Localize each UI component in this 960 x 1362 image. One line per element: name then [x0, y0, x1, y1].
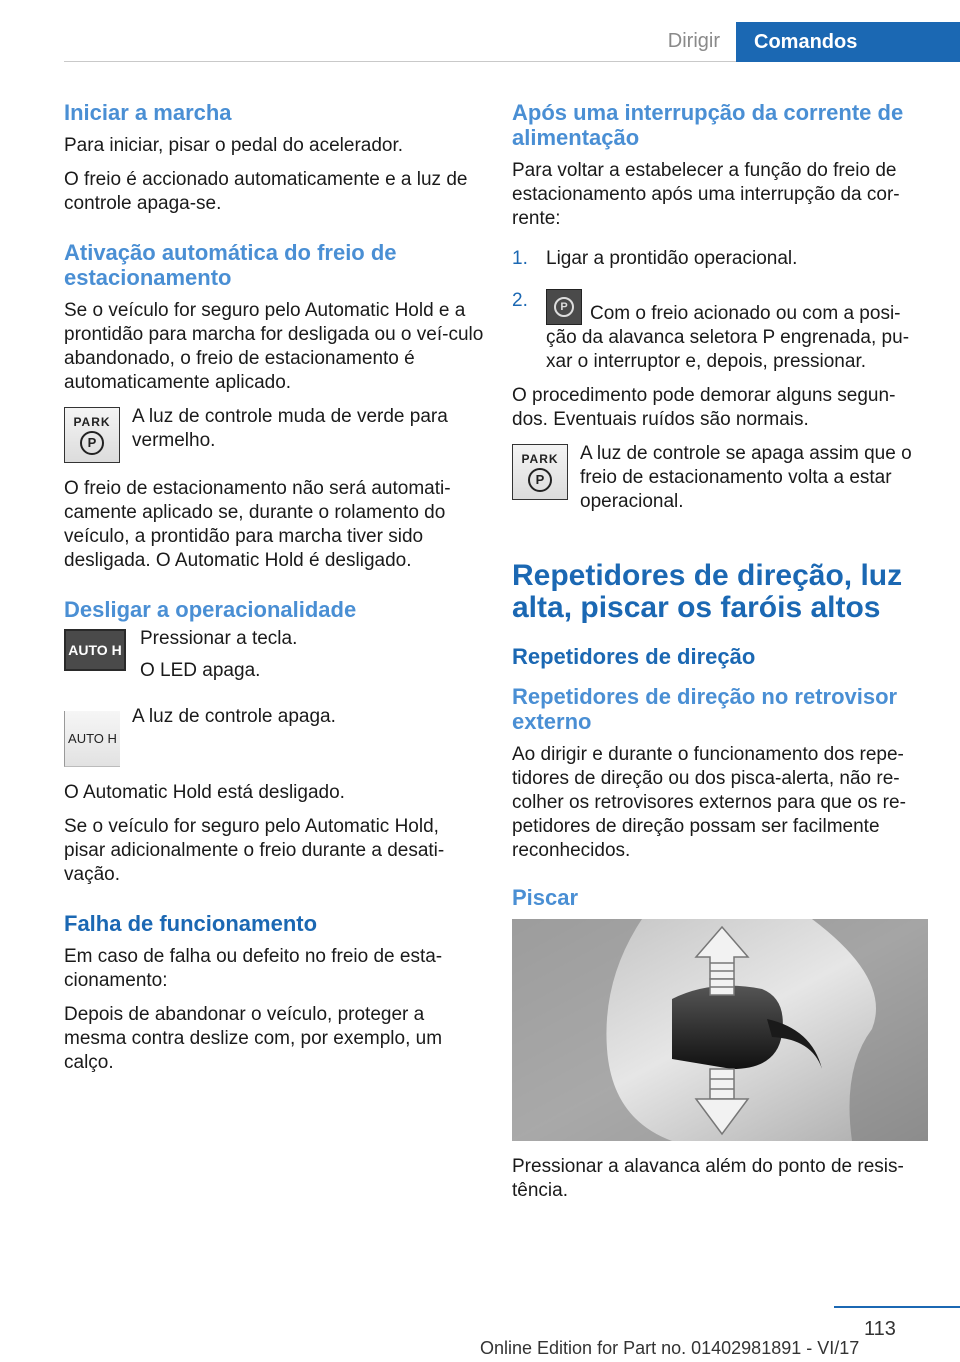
button-note	[64, 627, 484, 691]
indicator-text: A luz de controle se apaga assim que o freio de estacionamento volta a estar operacional.	[580, 443, 912, 512]
page-number: 113	[864, 1318, 896, 1340]
park-brake-indicator-icon: PARK P	[512, 444, 568, 500]
paragraph: Em caso de falha ou defeito no freio de esta‐cionamento:	[64, 946, 443, 991]
step-text: Pressionar a tecla.	[140, 628, 298, 649]
heading-desligar: Desligar a operacionalidade	[64, 597, 357, 622]
left-column	[64, 100, 484, 1085]
indicator-text: A luz de controle apaga.	[132, 706, 336, 727]
list-item: 1. Ligar a prontidão operacional.	[512, 248, 798, 269]
paragraph: Para voltar a estabelecer a função do freio de estacionamento após uma interrupção da cor‐rente:	[512, 160, 900, 229]
paragraph: Depois de abandonar o veículo, proteger a mesma contra deslize com, por exemplo, um calço.	[64, 1004, 443, 1073]
section-label: Dirigir	[667, 30, 720, 52]
turn-signal-lever-illustration	[512, 919, 928, 1141]
auto-h-indicator-icon: AUTO H	[64, 711, 120, 767]
steps-list	[512, 247, 928, 374]
heading-ativacao-automatica: Ativação automática do freio de estacionamento	[64, 240, 397, 290]
paragraph: O freio de estacionamento não será automati‐camente aplicado se, durante o rolamento do veículo, a prontidão para marcha tiver sido desligada. O Automatic Hold é desligado.	[64, 478, 451, 571]
paragraph: Se o veículo for seguro pelo Automatic Hold, pisar adicionalmente o freio durante a desati‐vação.	[64, 816, 445, 885]
heading-interrupcao-corrente: Após uma interrupção da corrente de alimentação	[512, 100, 904, 150]
auto-h-button-icon: AUTO H	[64, 629, 126, 671]
right-column	[512, 100, 928, 1213]
paragraph: O procedimento pode demorar alguns segun‐dos. Eventuais ruídos são normais.	[512, 385, 896, 430]
paragraph: Se o veículo for seguro pelo Automatic Hold e a prontidão para marcha for desligada ou o veí‐culo abandonado, o freio de estacionamento é automaticamente aplicado.	[64, 300, 484, 393]
heading-iniciar-marcha: Iniciar a marcha	[64, 100, 232, 125]
indicator-note	[64, 405, 484, 463]
heading-repetidores: Repetidores de direção	[512, 644, 756, 669]
page-header	[0, 0, 960, 62]
edition-text: Online Edition for Part no. 01402981891 - VI/17	[480, 1338, 860, 1358]
indicator-note	[512, 442, 928, 514]
heading-repetidores-retrovisor: Repetidores de direção no retrovisor externo	[512, 684, 898, 734]
list-item: 2. P Com o freio acionado ou com a posi‐ção da alavanca seletora P engrenada, pu‐xar o interruptor e, depois, pressionar.	[512, 290, 910, 372]
heading-repetidores-luz-alta: Repetidores de direção, luz alta, piscar os faróis altos	[512, 559, 903, 624]
paragraph: O Automatic Hold está desligado.	[64, 782, 345, 803]
step-text: O LED apaga.	[140, 660, 261, 681]
heading-falha: Falha de funcionamento	[64, 911, 318, 936]
parking-brake-switch-icon: P	[546, 289, 582, 325]
paragraph: O freio é accionado automaticamente e a luz de controle apaga-se.	[64, 169, 468, 214]
park-brake-indicator-icon: PARK P	[64, 407, 120, 463]
chapter-tab: Comandos	[736, 22, 960, 62]
caption: Pressionar a alavanca além do ponto de resis‐tência.	[512, 1156, 904, 1201]
paragraph: Ao dirigir e durante o funcionamento dos repe‐tidores de direção ou dos pisca-alerta, não re‐colher os retrovisores externos para que os re‐petidores de direção possam ser facilmente reconhecidos.	[512, 744, 906, 861]
indicator-text: A luz de controle muda de verde para vermelho.	[132, 406, 448, 451]
indicator-note	[64, 705, 484, 767]
header-rule	[64, 61, 736, 62]
heading-piscar: Piscar	[512, 885, 579, 910]
paragraph: Para iniciar, pisar o pedal do acelerador.	[64, 135, 404, 156]
footer-rule	[834, 1306, 960, 1308]
